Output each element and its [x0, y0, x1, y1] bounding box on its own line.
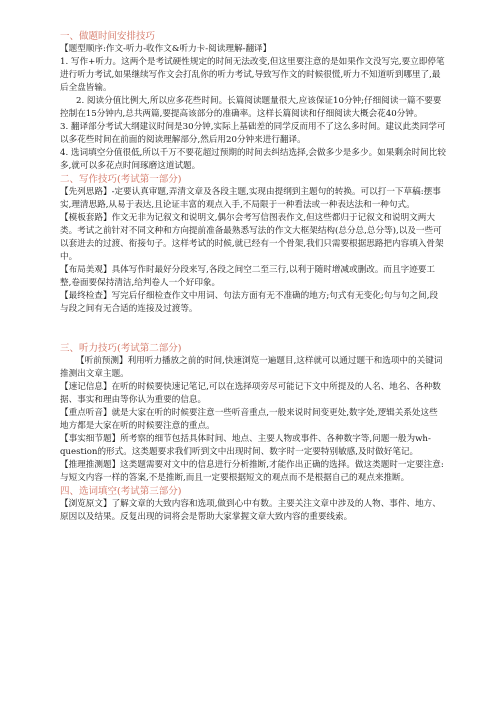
- paragraph-listening-focus: 【重点听音】就是大家在听的时候要注意一些听音重点,一般来说时间变更处,数字处,逻辑关系处这些地方都是大家在听的时候要注意的重点。: [60, 408, 438, 431]
- paragraph-listening-inference: 【推理推测题】这类题需要对文中的信息进行分析推断,才能作出正确的选择。做这类题时一定要注意:与短文内容一样的答案,不是推断,而且一定要根据短文的观点而不是根据自己的观点来推断。: [60, 460, 444, 483]
- paragraph-listening-detail: 【事实细节题】所考察的细节包括具体时间、地点、主要人物或事件、各种数字等,问题一般为wh-question的形式。这类题要求我们听到文中出现时间、数字时一定要特别敏感,及时做好笔记。: [60, 434, 431, 457]
- paragraph-time-4: 4. 选词填空分值很低,所以千万不要花超过预期的时间去纠结选择,会做多少是多少。如果剩余时间比较多,就可以多花点时间琢磨这道试题。: [60, 148, 446, 171]
- paragraph-writing-outline: 【先列思路】-定要认真审题,弄清文章及各段主题,实现由提纲到主题句的转换。可以打一下草稿:摆事实,理清思路,从易于表达,且论证丰富的观点入手,不局限于一种看法或一种表达法和一种句式。: [60, 187, 441, 210]
- section-title-writing: 二、写作技巧(考试第一部分): [60, 174, 182, 185]
- paragraph-question-order: 【题型顺序:作文-听力-收作文&听力卡-阅读理解-翻译】: [60, 44, 272, 54]
- section-gap: [60, 316, 446, 342]
- paragraph-listening-notes: 【速记信息】在听的时候要快速记笔记,可以在选择项旁尽可能记下文中所提及的人名、地名、各种数据、事实和理由等你认为重要的信息。: [60, 382, 441, 405]
- paragraph-writing-layout: 【布局美观】具体写作时最好分段来写,各段之间空二至三行,以利于随时增减或删改。而且字迹要工整,卷面要保持清洁,给判卷人一个好印象。: [60, 265, 435, 288]
- section-title-word-choice: 四、选词填空(考试第三部分): [60, 486, 182, 497]
- paragraph-time-3: 3. 翻译部分考试大纲建议时间是30分钟,实际上基础差的同学反而用不了这么多时间。建议此类同学可以多花些时间在前面的阅读理解部分,然后用20分钟来进行翻译。: [60, 122, 446, 145]
- paragraph-word-choice-browse: 【浏览原文】了解文章的大致内容和选项,做到心中有数。主要关注文章中涉及的人物、事件、地方、原因以及结果。反复出现的词将会是帮助大家掌握文章大致内容的重要线索。: [60, 499, 441, 522]
- section-title-time-allocation: 一、做题时间安排技巧: [60, 31, 156, 42]
- paragraph-listening-predict: 【听前预测】利用听力播放之前的时间,快速浏览一遍题目,这样就可以通过题干和选项中的关键词推测出文章主题。: [60, 356, 443, 379]
- paragraph-writing-template: 【模板套路】作文无非为记叙文和说明文,偶尔会考写信图表作文,但这些都归于记叙文和说明文两大类。考试之前针对不同文种和方向提前准备最熟悉写法的作文大框架结构(总分总,总分等),以及一些可以套进去的过渡、衔接句子。这样考试的时候,就已经有一个骨架,我们只需要根据思路把内容填入骨架中。: [60, 213, 444, 262]
- paragraph-writing-check: 【最终检查】写完后仔细检查作文中用词、句法方面有无不准确的地方;句式有无变化;句与句之间,段与段之间有无合适的连接及过渡等。: [60, 291, 439, 314]
- section-title-listening: 三、听力技巧(考试第二部分): [60, 343, 182, 354]
- paragraph-time-1: 1. 写作+听力。这两个是考试硬性规定的时间无法改变,但这里要注意的是如果作文没写完,要立即停笔进行听力考试,如果继续写作文会打乱你的听力考试,导致写作文的时候很慌,听力不知道听到哪里了,最后全盘皆输。: [60, 57, 445, 93]
- paragraph-time-2: 2. 阅读分值比例大,所以应多花些时间。长篇阅读题量很大,应该保证10分钟;仔细阅读一篇不要要控制在15分钟内,总共两篇,要提高该部分的准确率。这样长篇阅读和仔细阅读大概会花40分钟。: [60, 96, 442, 119]
